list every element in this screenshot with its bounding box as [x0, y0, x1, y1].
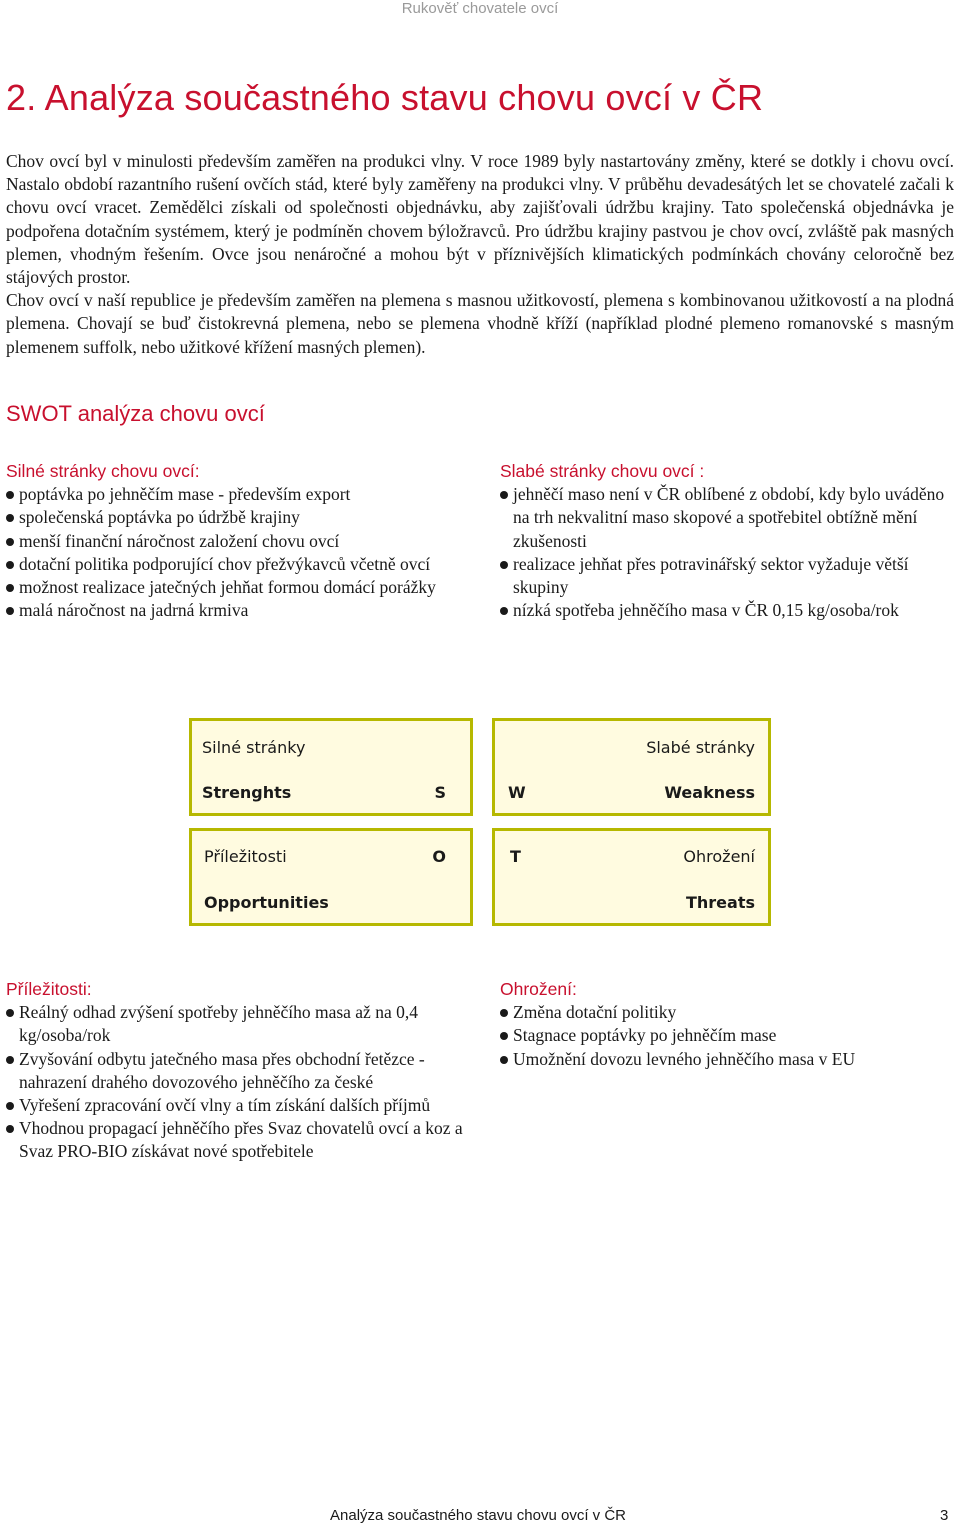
opportunities-letter: O	[432, 847, 446, 866]
intro-paragraph-2: Chov ovcí v naší republice je především zaměřen na plemena s masnou užitkovostí, plemena s kombinovanou užitkovostí a na plodná plemena. Chovají se buď čistokrevná plemena, nebo se plemena vhodně kříží (například plodné plemeno romanovské s masným plemenem suffolk, nebo užitkové křížení masných plemen).	[6, 290, 954, 357]
swot-box-strengths	[189, 718, 473, 816]
list-item: nízká spotřeba jehněčího masa v ČR 0,15 kg/osoba/rok	[500, 599, 955, 622]
opportunities-english: Opportunities	[204, 893, 329, 912]
strengths-label: Silné stránky	[202, 738, 306, 757]
strengths-english: Strenghts	[202, 783, 292, 802]
list-item: Změna dotační politiky	[500, 1001, 955, 1024]
list-item: Zvyšování odbytu jatečného masa přes obchodní řetězce - nahrazení drahého dovozového jehněčího za české	[6, 1048, 466, 1094]
threats-heading: Ohrožení:	[500, 979, 577, 999]
weaknesses-english: Weakness	[664, 783, 755, 802]
weaknesses-column	[500, 460, 955, 622]
threats-list	[500, 1001, 955, 1071]
weaknesses-heading: Slabé stránky chovu ovcí :	[500, 461, 705, 481]
list-item: Vhodnou propagací jehněčího přes Svaz chovatelů ovcí a koz a Svaz PRO-BIO získávat nové spotřebitele	[6, 1117, 466, 1163]
list-item: Stagnace poptávky po jehněčím mase	[500, 1024, 955, 1047]
strengths-column	[6, 460, 466, 622]
swot-box-weaknesses	[492, 718, 771, 816]
chapter-title: 2. Analýza součastného stavu chovu ovcí v ČR	[6, 77, 764, 118]
list-item: poptávka po jehněčím mase - především export	[6, 483, 466, 506]
strengths-letter: S	[434, 783, 446, 802]
list-item: možnost realizace jatečných jehňat formou domácí porážky	[6, 576, 466, 599]
intro-text	[6, 150, 954, 359]
strengths-heading: Silné stránky chovu ovcí:	[6, 461, 200, 481]
threats-letter: T	[510, 847, 521, 866]
running-header: Rukověť chovatele ovcí	[401, 0, 559, 17]
list-item: Umožnění dovozu levného jehněčího masa v EU	[500, 1048, 955, 1071]
list-item: dotační politika podporující chov přežvýkavců včetně ovcí	[6, 553, 466, 576]
swot-section-title: SWOT analýza chovu ovcí	[6, 401, 265, 426]
opportunities-heading: Příležitosti:	[6, 979, 92, 999]
list-item: Vyřešení zpracování ovčí vlny a tím získání dalších příjmů	[6, 1094, 466, 1117]
list-item: společenská poptávka po údržbě krajiny	[6, 506, 466, 529]
threats-column	[500, 978, 955, 1071]
opportunities-list	[6, 1001, 466, 1163]
list-item: Reálný odhad zvýšení spotřeby jehněčího masa až na 0,4 kg/osoba/rok	[6, 1001, 466, 1047]
threats-label: Ohrožení	[683, 847, 755, 866]
list-item: realizace jehňat přes potravinářský sektor vyžaduje větší skupiny	[500, 553, 955, 599]
list-item: jehněčí maso není v ČR oblíbené z období, kdy bylo uváděno na trh nekvalitní maso skopové a spotřebitel obtížně mění zkušenosti	[500, 483, 955, 553]
opportunities-column	[6, 978, 466, 1164]
threats-english: Threats	[685, 893, 755, 912]
swot-box-opportunities	[189, 828, 473, 926]
intro-paragraph-1: Chov ovcí byl v minulosti především zaměřen na produkci vlny. V roce 1989 byly nastartovány změny, které se dotkly i chovu ovcí. Nastalo období razantního rušení ovčích stád, které byly zaměřeny na produkci vlny. V průběhu devadesátých let se chovatelé začali k chovu ovcí vracet. Zemědělci získali od společnosti objednávku, aby zajišťovali údržbu krajiny. Tato společenská objednávka je podpořena dotačním systémem, který je podmíněn chovem býložravců. Pro údržbu krajiny pastvou je chov ovcí, zvláště pak masných plemen, vhodným řešením. Ovce jsou nenáročné a mohou být v příznivějších klimatických podmínkách chovány celoročně bez stájových prostor.	[6, 151, 954, 288]
footer-chapter-name: Analýza součastného stavu chovu ovcí v ČR	[330, 1507, 626, 1524]
swot-box-threats	[492, 828, 771, 926]
strengths-list	[6, 483, 466, 622]
weaknesses-label: Slabé stránky	[646, 738, 755, 757]
weaknesses-list	[500, 483, 955, 622]
weaknesses-letter: W	[508, 783, 526, 802]
opportunities-label: Příležitosti	[204, 847, 287, 866]
list-item: menší finanční náročnost založení chovu ovcí	[6, 530, 466, 553]
page-number: 3	[940, 1507, 949, 1524]
list-item: malá náročnost na jadrná krmiva	[6, 599, 466, 622]
